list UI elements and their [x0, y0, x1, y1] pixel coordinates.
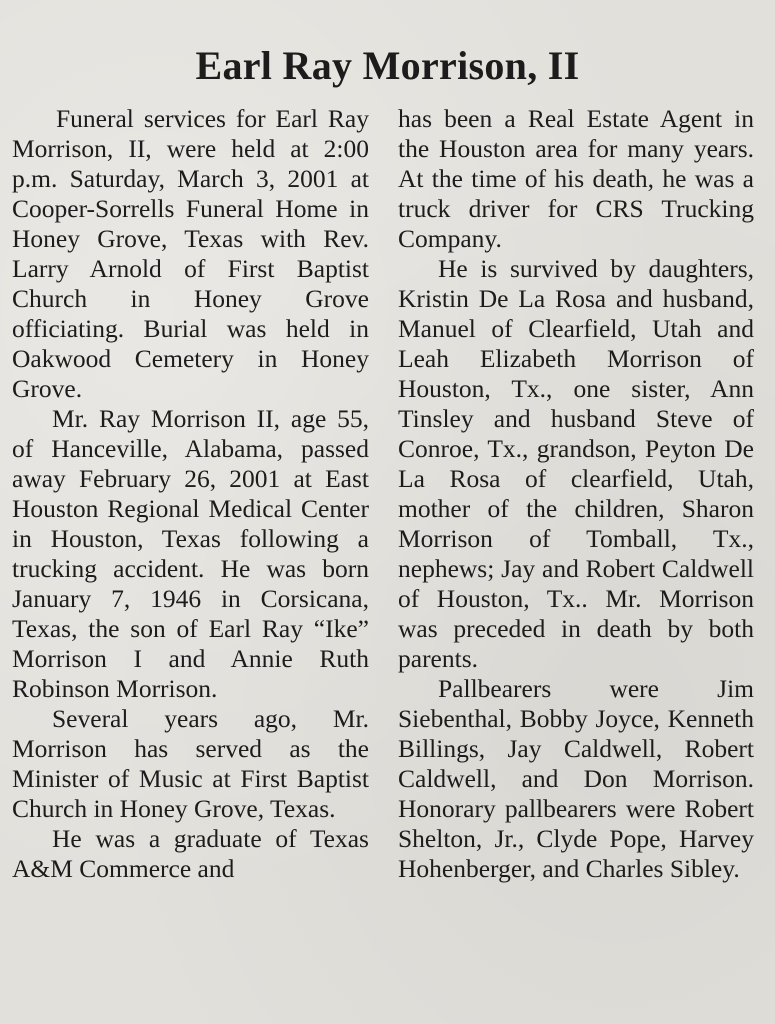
paragraph-survivors: He is survived by daughters, Kristin De La Rosa and husband, Manuel of Clearfield, Utah and Leah Elizabeth Morrison of Houston, Tx., one sister, Ann Tinsley and husband Steve of Conroe, Tx., grandson, Peyton De La Rosa of clearfield, Utah, mother of the children, Sharon Morrison of Tomball, Tx., nephews; Jay and Robert Caldwell of Houston, Tx.. Mr. Morrison was preceded in death by both parents.	[398, 254, 754, 673]
paragraph-pallbearers: Pallbearers were Jim Siebenthal, Bobby Joyce, Kenneth Billings, Jay Caldwell, Robert Caldwell, and Don Morrison. Honorary pallbearers were Robert Shelton, Jr., Clyde Pope, Harvey Hohenberger, and Charles Sibley.	[398, 674, 754, 883]
paragraph-ministry: Several years ago, Mr. Morrison has served as the Minister of Music at First Baptist Church in Honey Grove, Texas.	[12, 704, 369, 823]
obituary-right-column	[398, 104, 754, 884]
obituary-left-column	[12, 104, 369, 884]
paragraph-education-start: He was a graduate of Texas A&M Commerce and	[12, 824, 369, 883]
obituary-headline: Earl Ray Morrison, II	[195, 43, 580, 88]
paragraph-biography: Mr. Ray Morrison II, age 55, of Hanceville, Alabama, passed away February 26, 2001 at East Houston Regional Medical Center in Houston, Texas following a trucking accident. He was born January 7, 1946 in Corsicana, Texas, the son of Earl Ray “Ike” Morrison I and Annie Ruth Robinson Morrison.	[12, 404, 369, 703]
paragraph-funeral-services: Funeral services for Earl Ray Morrison, II, were held at 2:00 p.m. Saturday, March 3, 2001 at Cooper-Sorrells Funeral Home in Honey Grove, Texas with Rev. Larry Arnold of First Baptist Church in Honey Grove officiating. Burial was held in Oakwood Cemetery in Honey Grove.	[12, 104, 369, 403]
paragraph-career: has been a Real Estate Agent in the Houston area for many years. At the time of his death, he was a truck driver for CRS Trucking Company.	[398, 104, 754, 253]
